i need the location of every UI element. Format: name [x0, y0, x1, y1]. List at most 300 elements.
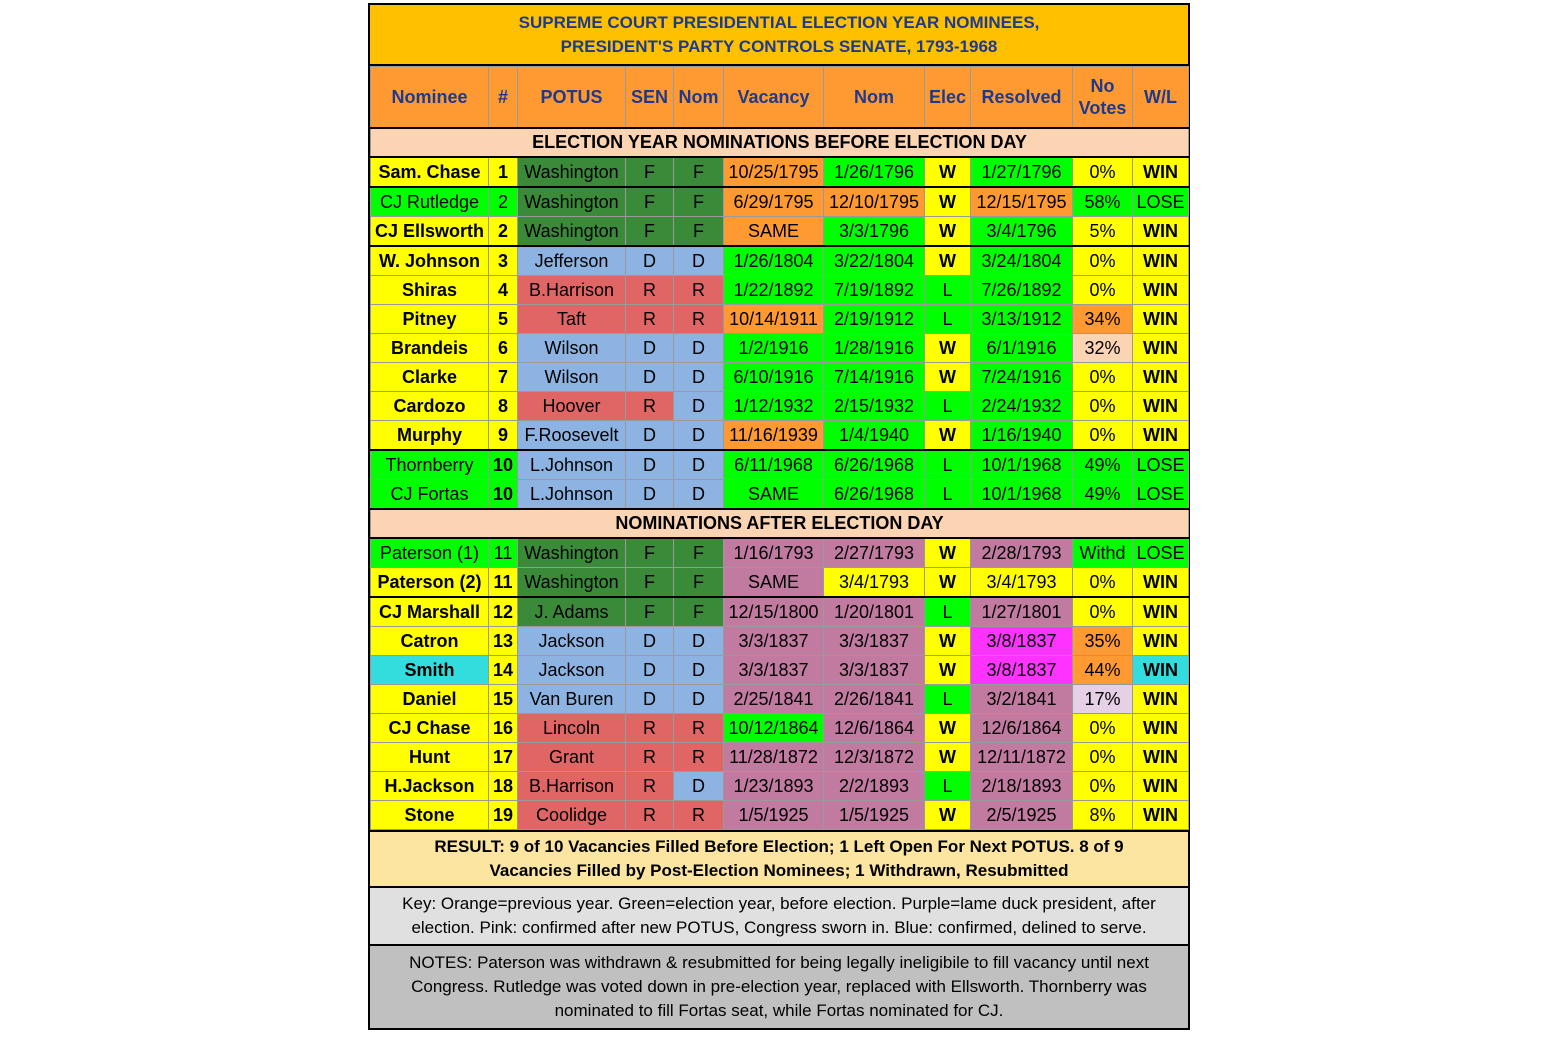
table-row [371, 276, 1189, 305]
column-header-label: # [497, 87, 508, 107]
cell-elec: W [925, 568, 971, 598]
section-header-row [371, 128, 1189, 157]
cell-nominee: CJ Rutledge [371, 187, 489, 217]
cell-nom: 1/28/1916 [824, 334, 925, 363]
table-row [371, 656, 1189, 685]
notes-line-1: NOTES: Paterson was withdrawn & resubmitted for being legally ineligibile to fill vacancy until next [409, 953, 1149, 972]
cell-wl: LOSE [1133, 187, 1189, 217]
cell-potus: Taft [518, 305, 626, 334]
cell-vacancy: 2/25/1841 [724, 685, 824, 714]
cell-elec: W [925, 334, 971, 363]
cell-sen: D [626, 656, 674, 685]
section-title: ELECTION YEAR NOMINATIONS BEFORE ELECTION DAY [371, 128, 1189, 157]
cell-nom: 3/22/1804 [824, 246, 925, 276]
table-row [371, 421, 1189, 451]
cell-nom: 2/19/1912 [824, 305, 925, 334]
cell-vacancy: 1/23/1893 [724, 772, 824, 801]
cell-nomp: D [674, 627, 724, 656]
table-row [371, 334, 1189, 363]
cell-resolved: 12/11/1872 [971, 743, 1073, 772]
column-header-label: SEN [630, 87, 668, 107]
cell-resolved: 12/15/1795 [971, 187, 1073, 217]
cell-elec: L [925, 305, 971, 334]
color-key [370, 886, 1188, 944]
cell-potus: Hoover [518, 392, 626, 421]
cell-elec: W [925, 801, 971, 830]
table-row [371, 743, 1189, 772]
table-row [371, 187, 1189, 217]
cell-nomp: D [674, 685, 724, 714]
cell-resolved: 7/24/1916 [971, 363, 1073, 392]
cell-nominee: Shiras [371, 276, 489, 305]
cell-nominee: Cardozo [371, 392, 489, 421]
cell-vacancy: 11/16/1939 [724, 421, 824, 451]
cell-nomp: F [674, 568, 724, 598]
cell-novotes: 58% [1073, 187, 1133, 217]
column-header-label: No [1090, 76, 1115, 96]
cell-resolved: 2/28/1793 [971, 538, 1073, 568]
cell-novotes: 49% [1073, 480, 1133, 510]
cell-elec: L [925, 392, 971, 421]
cell-num: 6 [489, 334, 518, 363]
cell-sen: F [626, 597, 674, 627]
notes [370, 944, 1188, 1028]
table-row [371, 246, 1189, 276]
notes-line-3: nominated to fill Fortas seat, while Fortas nominated for CJ. [554, 1001, 1004, 1020]
cell-potus: B.Harrison [518, 276, 626, 305]
cell-nomp: F [674, 187, 724, 217]
cell-nominee: Daniel [371, 685, 489, 714]
table-row [371, 450, 1189, 480]
column-header-label: Nom [854, 87, 894, 107]
cell-wl: WIN [1133, 392, 1189, 421]
nominees-table [370, 66, 1189, 830]
cell-wl: LOSE [1133, 450, 1189, 480]
column-header-label: Nom [678, 87, 719, 107]
cell-nomp: F [674, 217, 724, 247]
result-summary [370, 830, 1188, 886]
header-row [371, 67, 1189, 129]
column-header-label: POTUS [540, 87, 603, 107]
cell-elec: W [925, 743, 971, 772]
column-header-nominee [371, 67, 489, 129]
cell-resolved: 12/6/1864 [971, 714, 1073, 743]
cell-vacancy: 11/28/1872 [724, 743, 824, 772]
section-header-row [371, 509, 1189, 538]
cell-resolved: 3/8/1837 [971, 656, 1073, 685]
cell-novotes: 0% [1073, 157, 1133, 187]
table-title [370, 5, 1188, 66]
cell-novotes: 5% [1073, 217, 1133, 247]
cell-novotes: 32% [1073, 334, 1133, 363]
cell-nom: 6/26/1968 [824, 480, 925, 510]
cell-wl: WIN [1133, 714, 1189, 743]
cell-resolved: 10/1/1968 [971, 480, 1073, 510]
cell-novotes: 17% [1073, 685, 1133, 714]
column-header-label: Elec [928, 87, 967, 107]
cell-wl: WIN [1133, 656, 1189, 685]
cell-vacancy: 1/22/1892 [724, 276, 824, 305]
cell-sen: F [626, 157, 674, 187]
column-header-resolved [971, 67, 1073, 129]
cell-wl: LOSE [1133, 480, 1189, 510]
cell-num: 1 [489, 157, 518, 187]
table-row [371, 597, 1189, 627]
cell-vacancy: 1/12/1932 [724, 392, 824, 421]
cell-nom: 12/10/1795 [824, 187, 925, 217]
column-header-num [489, 67, 518, 129]
column-header-nom [824, 67, 925, 129]
column-header-vacancy [724, 67, 824, 129]
cell-elec: L [925, 772, 971, 801]
cell-nomp: D [674, 656, 724, 685]
cell-num: 15 [489, 685, 518, 714]
cell-nomp: R [674, 305, 724, 334]
cell-potus: J. Adams [518, 597, 626, 627]
cell-num: 19 [489, 801, 518, 830]
cell-elec: L [925, 597, 971, 627]
cell-sen: R [626, 305, 674, 334]
cell-nomp: D [674, 246, 724, 276]
column-header-label: Vacancy [737, 87, 810, 107]
cell-potus: Washington [518, 538, 626, 568]
title-line-1: SUPREME COURT PRESIDENTIAL ELECTION YEAR NOMINEES, [518, 12, 1040, 32]
cell-novotes: 49% [1073, 450, 1133, 480]
cell-potus: Washington [518, 568, 626, 598]
cell-nom: 2/2/1893 [824, 772, 925, 801]
cell-num: 8 [489, 392, 518, 421]
cell-vacancy: 3/3/1837 [724, 627, 824, 656]
cell-elec: L [925, 480, 971, 510]
cell-wl: WIN [1133, 276, 1189, 305]
cell-nom: 2/27/1793 [824, 538, 925, 568]
cell-nom: 7/19/1892 [824, 276, 925, 305]
cell-nom: 1/4/1940 [824, 421, 925, 451]
cell-elec: L [925, 276, 971, 305]
cell-novotes: 0% [1073, 568, 1133, 598]
result-line-2: Vacancies Filled by Post-Election Nominees; 1 Withdrawn, Resubmitted [489, 861, 1069, 880]
cell-sen: F [626, 568, 674, 598]
cell-nominee: CJ Fortas [371, 480, 489, 510]
cell-elec: W [925, 538, 971, 568]
cell-resolved: 2/24/1932 [971, 392, 1073, 421]
cell-resolved: 6/1/1916 [971, 334, 1073, 363]
cell-resolved: 10/1/1968 [971, 450, 1073, 480]
cell-novotes: 0% [1073, 597, 1133, 627]
cell-num: 10 [489, 450, 518, 480]
cell-vacancy: 1/16/1793 [724, 538, 824, 568]
cell-vacancy: 1/2/1916 [724, 334, 824, 363]
cell-nomp: D [674, 334, 724, 363]
title-line-2: PRESIDENT'S PARTY CONTROLS SENATE, 1793-1968 [560, 36, 998, 56]
cell-num: 10 [489, 480, 518, 510]
column-header-label: Nominee [391, 87, 468, 107]
cell-nomp: F [674, 157, 724, 187]
table-row [371, 714, 1189, 743]
cell-sen: F [626, 538, 674, 568]
cell-wl: WIN [1133, 801, 1189, 830]
cell-elec: L [925, 450, 971, 480]
cell-vacancy: 1/5/1925 [724, 801, 824, 830]
cell-resolved: 3/4/1793 [971, 568, 1073, 598]
cell-nom: 7/14/1916 [824, 363, 925, 392]
cell-nomp: D [674, 421, 724, 451]
cell-elec: W [925, 421, 971, 451]
cell-nominee: Clarke [371, 363, 489, 392]
key-line-2: election. Pink: confirmed after new POTUS, Congress sworn in. Blue: confirmed, delined to serve. [411, 918, 1147, 937]
cell-potus: Grant [518, 743, 626, 772]
cell-nominee: Paterson (1) [371, 538, 489, 568]
cell-sen: D [626, 334, 674, 363]
cell-wl: WIN [1133, 157, 1189, 187]
cell-nominee: Smith [371, 656, 489, 685]
cell-potus: L.Johnson [518, 480, 626, 510]
cell-potus: Washington [518, 217, 626, 247]
cell-vacancy: SAME [724, 480, 824, 510]
cell-num: 7 [489, 363, 518, 392]
cell-wl: WIN [1133, 246, 1189, 276]
cell-num: 9 [489, 421, 518, 451]
cell-novotes: 0% [1073, 421, 1133, 451]
cell-potus: Washington [518, 157, 626, 187]
cell-nomp: F [674, 538, 724, 568]
cell-novotes: 35% [1073, 627, 1133, 656]
cell-nomp: D [674, 480, 724, 510]
table-row [371, 157, 1189, 187]
cell-vacancy: SAME [724, 217, 824, 247]
cell-vacancy: 1/26/1804 [724, 246, 824, 276]
cell-nomp: R [674, 743, 724, 772]
cell-num: 13 [489, 627, 518, 656]
cell-potus: B.Harrison [518, 772, 626, 801]
cell-potus: Coolidge [518, 801, 626, 830]
cell-nomp: R [674, 714, 724, 743]
cell-nominee: Murphy [371, 421, 489, 451]
cell-nom: 3/4/1793 [824, 568, 925, 598]
cell-nominee: Thornberry [371, 450, 489, 480]
cell-nom: 12/6/1864 [824, 714, 925, 743]
cell-sen: D [626, 450, 674, 480]
cell-novotes: Withd [1073, 538, 1133, 568]
cell-nom: 6/26/1968 [824, 450, 925, 480]
cell-nomp: F [674, 597, 724, 627]
cell-sen: D [626, 480, 674, 510]
cell-resolved: 7/26/1892 [971, 276, 1073, 305]
cell-resolved: 3/8/1837 [971, 627, 1073, 656]
cell-nominee: W. Johnson [371, 246, 489, 276]
cell-elec: W [925, 627, 971, 656]
table-row [371, 392, 1189, 421]
cell-num: 11 [489, 538, 518, 568]
cell-nom: 3/3/1837 [824, 627, 925, 656]
cell-resolved: 2/5/1925 [971, 801, 1073, 830]
column-header-elec [925, 67, 971, 129]
cell-nomp: R [674, 276, 724, 305]
cell-wl: WIN [1133, 772, 1189, 801]
cell-novotes: 8% [1073, 801, 1133, 830]
cell-wl: WIN [1133, 363, 1189, 392]
cell-vacancy: 6/11/1968 [724, 450, 824, 480]
cell-resolved: 1/16/1940 [971, 421, 1073, 451]
cell-nomp: D [674, 772, 724, 801]
cell-num: 2 [489, 217, 518, 247]
cell-vacancy: 10/14/1911 [724, 305, 824, 334]
table-row [371, 217, 1189, 247]
cell-elec: W [925, 157, 971, 187]
cell-potus: Jefferson [518, 246, 626, 276]
cell-nom: 1/20/1801 [824, 597, 925, 627]
cell-vacancy: 10/25/1795 [724, 157, 824, 187]
cell-num: 11 [489, 568, 518, 598]
cell-potus: Jackson [518, 627, 626, 656]
cell-potus: Lincoln [518, 714, 626, 743]
cell-resolved: 2/18/1893 [971, 772, 1073, 801]
cell-elec: W [925, 217, 971, 247]
key-line-1: Key: Orange=previous year. Green=election year, before election. Purple=lame duck president, after [402, 894, 1156, 913]
cell-novotes: 0% [1073, 246, 1133, 276]
cell-nom: 1/26/1796 [824, 157, 925, 187]
cell-nomp: D [674, 450, 724, 480]
cell-sen: R [626, 801, 674, 830]
cell-sen: D [626, 685, 674, 714]
cell-nominee: Paterson (2) [371, 568, 489, 598]
column-header-nomp [674, 67, 724, 129]
table-row [371, 363, 1189, 392]
section-title: NOMINATIONS AFTER ELECTION DAY [371, 509, 1189, 538]
cell-nominee: Pitney [371, 305, 489, 334]
cell-potus: L.Johnson [518, 450, 626, 480]
cell-num: 14 [489, 656, 518, 685]
cell-elec: L [925, 685, 971, 714]
cell-vacancy: 6/29/1795 [724, 187, 824, 217]
cell-wl: WIN [1133, 685, 1189, 714]
cell-nominee: Brandeis [371, 334, 489, 363]
cell-novotes: 0% [1073, 392, 1133, 421]
cell-num: 5 [489, 305, 518, 334]
table-row [371, 568, 1189, 598]
cell-sen: D [626, 421, 674, 451]
cell-wl: WIN [1133, 743, 1189, 772]
cell-vacancy: 12/15/1800 [724, 597, 824, 627]
cell-sen: R [626, 392, 674, 421]
cell-sen: D [626, 627, 674, 656]
cell-vacancy: 6/10/1916 [724, 363, 824, 392]
cell-nom: 12/3/1872 [824, 743, 925, 772]
table-row [371, 801, 1189, 830]
cell-potus: Wilson [518, 334, 626, 363]
column-header-label: W/L [1144, 87, 1177, 107]
cell-sen: F [626, 217, 674, 247]
cell-novotes: 0% [1073, 743, 1133, 772]
cell-num: 12 [489, 597, 518, 627]
cell-sen: R [626, 772, 674, 801]
table-row [371, 480, 1189, 510]
cell-nominee: CJ Marshall [371, 597, 489, 627]
cell-novotes: 44% [1073, 656, 1133, 685]
cell-resolved: 3/4/1796 [971, 217, 1073, 247]
cell-novotes: 0% [1073, 276, 1133, 305]
cell-nominee: Stone [371, 801, 489, 830]
cell-nom: 1/5/1925 [824, 801, 925, 830]
cell-nominee: CJ Chase [371, 714, 489, 743]
table-row [371, 538, 1189, 568]
cell-elec: W [925, 246, 971, 276]
cell-nomp: R [674, 801, 724, 830]
nominees-sheet [368, 3, 1190, 1030]
column-header-sen [626, 67, 674, 129]
cell-wl: WIN [1133, 597, 1189, 627]
cell-num: 16 [489, 714, 518, 743]
cell-num: 17 [489, 743, 518, 772]
cell-sen: R [626, 276, 674, 305]
column-header-potus [518, 67, 626, 129]
cell-resolved: 3/24/1804 [971, 246, 1073, 276]
cell-vacancy: SAME [724, 568, 824, 598]
cell-resolved: 3/2/1841 [971, 685, 1073, 714]
cell-potus: F.Roosevelt [518, 421, 626, 451]
cell-nom: 2/26/1841 [824, 685, 925, 714]
table-row [371, 305, 1189, 334]
column-header-label: Resolved [981, 87, 1062, 107]
cell-novotes: 0% [1073, 714, 1133, 743]
cell-wl: WIN [1133, 568, 1189, 598]
cell-elec: W [925, 656, 971, 685]
cell-nomp: D [674, 392, 724, 421]
result-line-1: RESULT: 9 of 10 Vacancies Filled Before Election; 1 Left Open For Next POTUS. 8 of 9 [434, 837, 1124, 856]
table-row [371, 772, 1189, 801]
cell-wl: WIN [1133, 627, 1189, 656]
cell-num: 4 [489, 276, 518, 305]
column-header-wl [1133, 67, 1189, 129]
column-header-novotes [1073, 67, 1133, 129]
cell-nomp: D [674, 363, 724, 392]
cell-sen: F [626, 187, 674, 217]
cell-elec: W [925, 363, 971, 392]
cell-novotes: 0% [1073, 363, 1133, 392]
cell-nominee: Catron [371, 627, 489, 656]
cell-resolved: 3/13/1912 [971, 305, 1073, 334]
cell-novotes: 34% [1073, 305, 1133, 334]
cell-sen: D [626, 363, 674, 392]
cell-nom: 2/15/1932 [824, 392, 925, 421]
cell-wl: WIN [1133, 305, 1189, 334]
cell-novotes: 0% [1073, 772, 1133, 801]
cell-resolved: 1/27/1796 [971, 157, 1073, 187]
cell-num: 2 [489, 187, 518, 217]
cell-elec: W [925, 187, 971, 217]
cell-sen: D [626, 246, 674, 276]
column-header-label: Votes [1078, 98, 1127, 118]
cell-nominee: CJ Ellsworth [371, 217, 489, 247]
cell-vacancy: 10/12/1864 [724, 714, 824, 743]
cell-nominee: Hunt [371, 743, 489, 772]
cell-potus: Jackson [518, 656, 626, 685]
cell-nom: 3/3/1796 [824, 217, 925, 247]
cell-num: 18 [489, 772, 518, 801]
cell-nominee: Sam. Chase [371, 157, 489, 187]
cell-wl: WIN [1133, 334, 1189, 363]
cell-potus: Van Buren [518, 685, 626, 714]
cell-potus: Washington [518, 187, 626, 217]
cell-num: 3 [489, 246, 518, 276]
cell-elec: W [925, 714, 971, 743]
cell-potus: Wilson [518, 363, 626, 392]
cell-sen: R [626, 743, 674, 772]
table-row [371, 627, 1189, 656]
notes-line-2: Congress. Rutledge was voted down in pre-election year, replaced with Ellsworth. Thornberry was [411, 977, 1147, 996]
table-row [371, 685, 1189, 714]
cell-resolved: 1/27/1801 [971, 597, 1073, 627]
